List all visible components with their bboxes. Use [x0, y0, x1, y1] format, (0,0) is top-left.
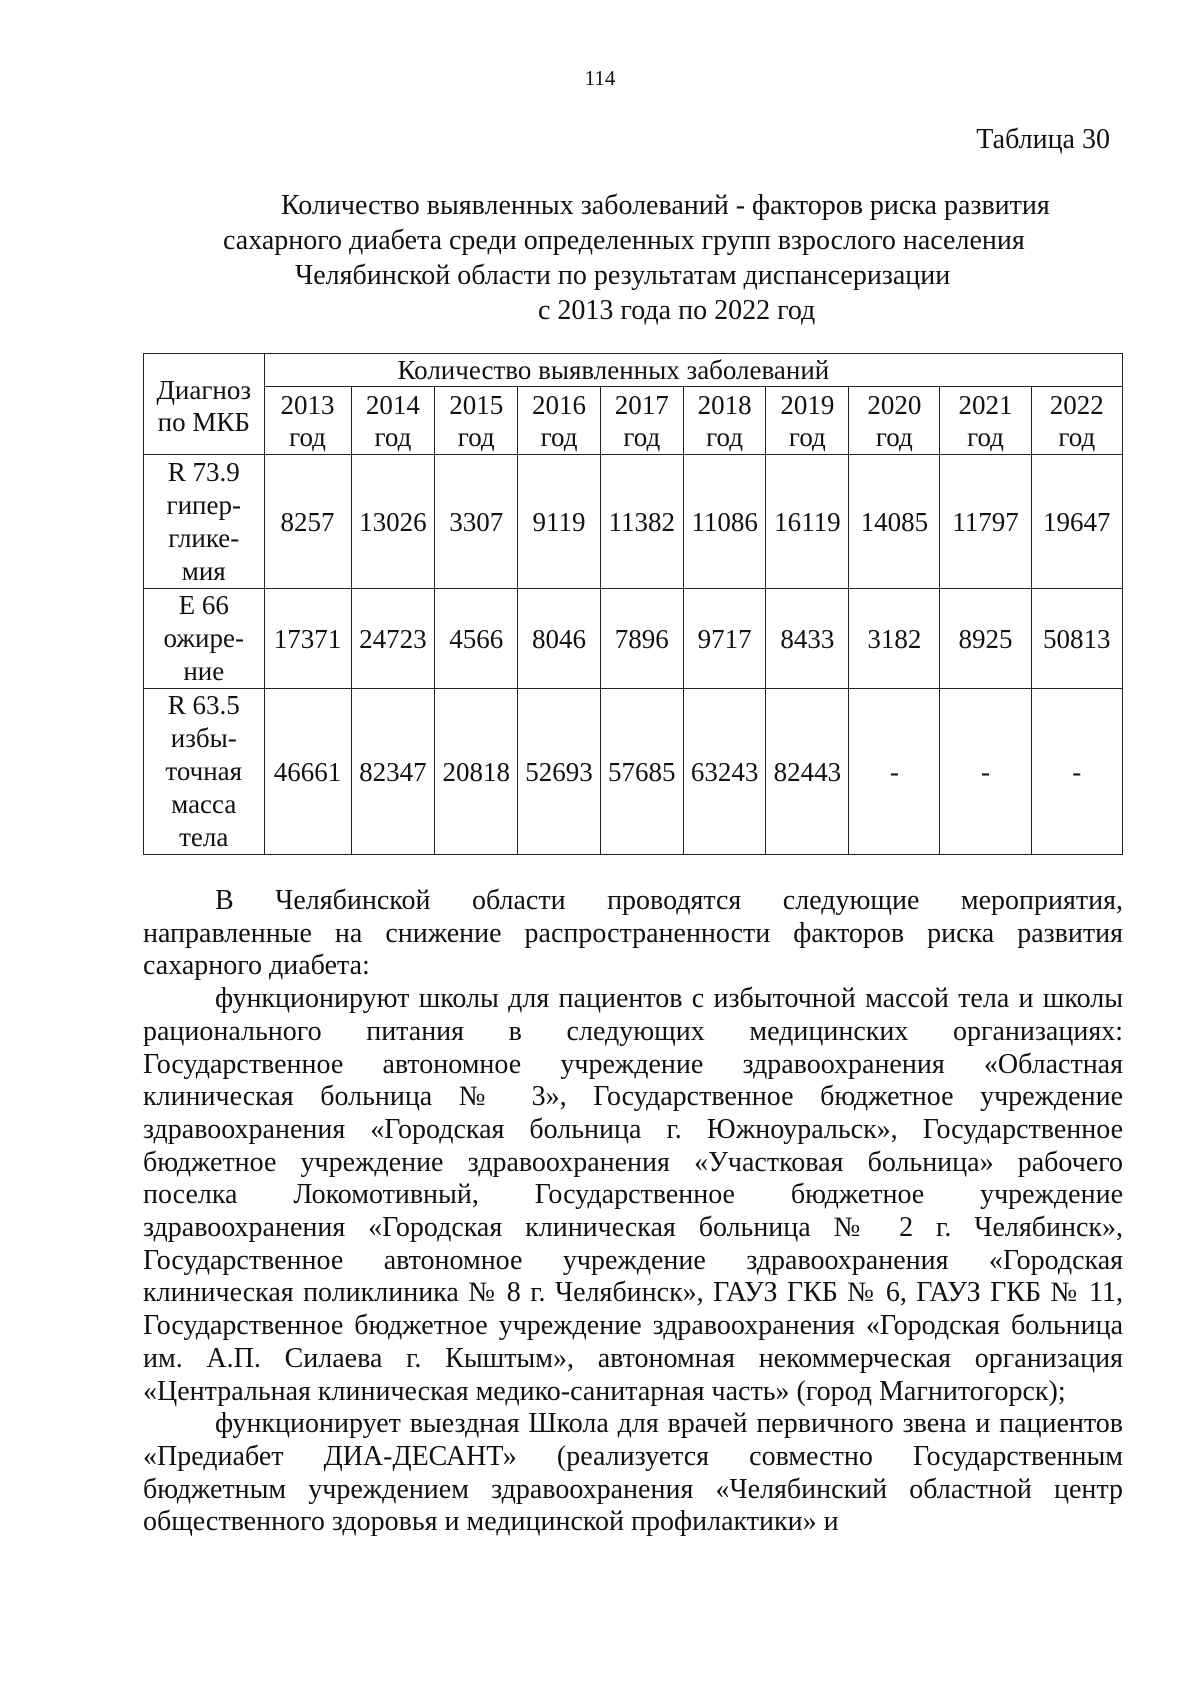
- table-row: [144, 689, 1123, 855]
- year-number: 2022: [1049, 389, 1104, 420]
- table-row: [144, 455, 1123, 589]
- year-number: 2013: [280, 389, 335, 420]
- diagnosis-header-line: Диагноз: [156, 375, 252, 405]
- value-cell: 4566: [435, 589, 518, 689]
- value-cell: 11797: [940, 455, 1031, 589]
- value-cell: 11382: [600, 455, 683, 589]
- value-cell: 20818: [435, 689, 518, 855]
- year-word: год: [540, 421, 578, 452]
- value-cell: 57685: [600, 689, 683, 855]
- value-cell: 14085: [849, 455, 940, 589]
- year-word: год: [1058, 421, 1096, 452]
- value-cell: 46661: [264, 689, 351, 855]
- year-number: 2014: [365, 389, 420, 420]
- page-number: 114: [584, 66, 616, 90]
- value-cell: 52693: [518, 689, 601, 855]
- year-word: год: [706, 421, 744, 452]
- diagnosis-line: гипер-: [166, 489, 241, 520]
- year-header: [849, 387, 940, 455]
- diagnosis-line: точная: [165, 756, 243, 786]
- year-word: год: [788, 421, 826, 452]
- value-cell: -: [1031, 689, 1122, 855]
- diagnosis-line: ожире-: [163, 623, 244, 653]
- group-header-label: Количество выявленных заболеваний: [397, 355, 830, 385]
- year-header: [264, 387, 351, 455]
- year-number: 2020: [867, 389, 922, 420]
- diagnosis-line: R 63.5: [167, 690, 240, 720]
- value-cell: 19647: [1031, 455, 1122, 589]
- diagnosis-cell: [144, 589, 265, 689]
- data-table: [143, 353, 1123, 855]
- table-title: [143, 188, 1123, 328]
- title-line: Количество выявленных заболеваний - факторов риска развития: [281, 190, 1050, 221]
- year-word: год: [289, 421, 326, 452]
- year-number: 2021: [958, 389, 1013, 420]
- paragraph: функционируют школы для пациентов с избыточной массой тела и школы рационального питания в следующих медицинских организациях: Государственное автономное учреждение здравоохранения «Областная клиническая больница № 3», Государственное бюджетное учреждение здравоохранения «Городская больница г. Южноуральск», Государственное бюджетное учреждение здравоохранения «Участковая больница» рабочего поселка Локомотивный, Государственное бюджетное учреждение здравоохранения «Городская клиническая больница № 2 г. Челябинск», Государственное автономное учреждение здравоохранения «Городская клиническая поликлиника № 8 г. Челябинск», ГАУЗ ГКБ № 6, ГАУЗ ГКБ № 11, Государственное бюджетное учреждение здравоохранения «Городская больница им. А.П. Силаева г. Кыштым», автономная некоммерческая организация «Центральная клиническая медико-санитарная часть» (город Магнитогорск);: [143, 983, 1123, 1407]
- year-header: [435, 387, 518, 455]
- year-header: [351, 387, 435, 455]
- diagnosis-line: избы-: [170, 723, 237, 753]
- value-cell: 8925: [940, 589, 1031, 689]
- value-cell: 8433: [766, 589, 849, 689]
- year-number: 2017: [614, 389, 669, 420]
- diagnosis-line: глике-: [168, 522, 240, 553]
- value-cell: 13026: [351, 455, 435, 589]
- year-word: год: [875, 421, 913, 452]
- value-cell: 7896: [600, 589, 683, 689]
- table-label: Таблица 30: [976, 124, 1110, 155]
- year-header: [518, 387, 601, 455]
- value-cell: 11086: [683, 455, 766, 589]
- body-text: [143, 885, 1123, 1539]
- diagnosis-line: E 66: [178, 590, 229, 620]
- diagnosis-cell: [144, 689, 265, 855]
- value-cell: 24723: [351, 589, 435, 689]
- year-number: 2016: [532, 389, 587, 420]
- year-header: [766, 387, 849, 455]
- year-header: [600, 387, 683, 455]
- year-number: 2019: [780, 389, 835, 420]
- year-header-row: [144, 387, 1123, 455]
- table-row: [144, 589, 1123, 689]
- diagnosis-line: масса: [171, 789, 237, 819]
- diagnosis-line: ние: [183, 656, 225, 686]
- value-cell: 17371: [264, 589, 351, 689]
- value-cell: 9717: [683, 589, 766, 689]
- value-cell: 50813: [1031, 589, 1122, 689]
- diagnosis-line: тела: [179, 822, 229, 852]
- diagnosis-header: [144, 354, 265, 455]
- value-cell: 82443: [766, 689, 849, 855]
- year-number: 2015: [449, 389, 504, 420]
- value-cell: 3307: [435, 455, 518, 589]
- year-word: год: [374, 421, 412, 452]
- diagnosis-line: мия: [181, 555, 226, 586]
- value-cell: 82347: [351, 689, 435, 855]
- value-cell: 16119: [766, 455, 849, 589]
- value-cell: 8257: [264, 455, 351, 589]
- value-cell: 8046: [518, 589, 601, 689]
- title-line: Челябинской области по результатам диспансеризации: [295, 260, 951, 291]
- diagnosis-header-line: по МКБ: [157, 407, 250, 437]
- year-header: [940, 387, 1031, 455]
- year-header: [1031, 387, 1122, 455]
- year-number: 2018: [697, 389, 752, 420]
- diagnosis-line: R 73.9: [167, 456, 240, 487]
- value-cell: 3182: [849, 589, 940, 689]
- year-header: [683, 387, 766, 455]
- paragraph: функционирует выездная Школа для врачей первичного звена и пациентов «Предиабет ДИА-ДЕСАНТ» (реализуется совместно Государственным бюджетным учреждением здравоохранения «Челябинский областной центр общественного здоровья и медицинской профилактики» и: [143, 1408, 1123, 1538]
- year-word: год: [623, 421, 661, 452]
- value-cell: 63243: [683, 689, 766, 855]
- title-line: сахарного диабета среди определенных групп взрослого населения: [223, 225, 1025, 256]
- year-word: год: [457, 421, 495, 452]
- year-word: год: [967, 421, 1004, 452]
- value-cell: 9119: [518, 455, 601, 589]
- diagnosis-cell: [144, 455, 265, 589]
- group-header: [264, 354, 1122, 387]
- value-cell: -: [940, 689, 1031, 855]
- paragraph: В Челябинской области проводятся следующие мероприятия, направленные на снижение распространенности факторов риска развития сахарного диабета:: [143, 885, 1123, 982]
- title-line: с 2013 года по 2022 год: [538, 295, 816, 326]
- value-cell: -: [849, 689, 940, 855]
